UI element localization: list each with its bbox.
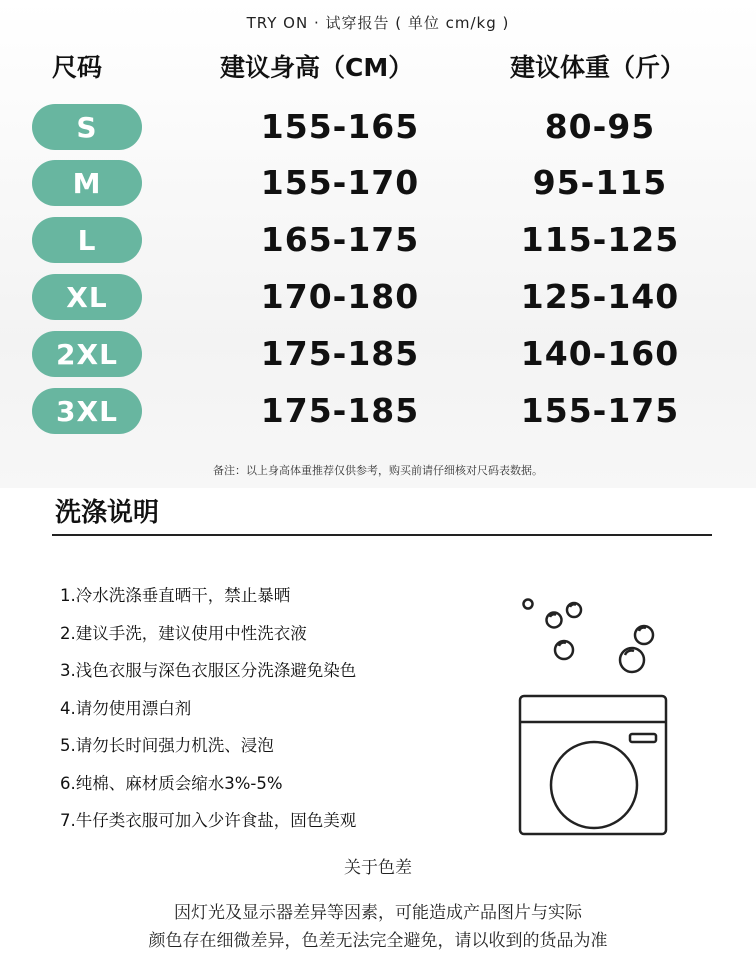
washing-machine-icon [510,580,680,844]
weight-range: 140-160 [520,334,680,373]
size-row [0,388,756,434]
size-table-note: 备注：以上身高体重推荐仅供参考，购买前请仔细核对尺码表数据。 [213,464,543,477]
size-badge: S [32,104,142,150]
list-item: 4.请勿使用漂白剂 [60,698,192,718]
list-item: 3.浅色衣服与深色衣服区分洗涤避免染色 [60,661,357,680]
size-row [0,160,756,206]
try-on-header: TRY ON · 试穿报告 ( 单位 cm/kg ) [246,14,510,32]
weight-range: 115-125 [520,220,680,259]
height-range: 170-180 [260,277,420,316]
weight-range: 125-140 [520,277,680,316]
color-difference-text: 因灯光及显示器差异等因素，可能造成产品图片与实际 [174,903,582,923]
height-range: 175-185 [260,334,420,373]
column-header-weight: 建议体重（斤） [510,53,686,82]
weight-range: 80-95 [544,107,656,146]
size-row [0,274,756,320]
list-item: 2.建议手洗，建议使用中性洗衣液 [60,623,307,643]
size-badge: 3XL [32,388,142,434]
size-badge: L [32,217,142,263]
color-difference-text: 颜色存在细微差异，色差无法完全避免，请以收到的货品为准 [148,931,608,951]
height-range: 165-175 [260,220,420,259]
weight-range: 155-175 [520,391,680,430]
list-item: 1.冷水洗涤垂直晒干，禁止暴晒 [60,586,291,605]
wash-instructions-title: 洗涤说明 [55,498,160,528]
size-badge: XL [32,274,142,320]
section-divider [52,534,712,536]
size-row [0,217,756,263]
list-item: 6.纯棉、麻材质会缩水3%-5% [60,773,283,793]
list-item: 5.请勿长时间强力机洗、浸泡 [60,736,274,755]
size-badge: 2XL [32,331,142,377]
wash-instructions-list [60,584,356,847]
size-row [0,331,756,377]
weight-range: 95-115 [532,163,668,202]
height-range: 155-170 [260,163,420,202]
height-range: 175-185 [260,391,420,430]
color-difference-title: 关于色差 [344,858,412,878]
list-item: 7.牛仔类衣服可加入少许食盐，固色美观 [60,811,357,830]
size-badge: M [32,160,142,206]
column-header-height: 建议身高（CM） [220,53,414,82]
column-header-size: 尺码 [52,53,103,82]
size-row [0,104,756,150]
height-range: 155-165 [260,107,420,146]
